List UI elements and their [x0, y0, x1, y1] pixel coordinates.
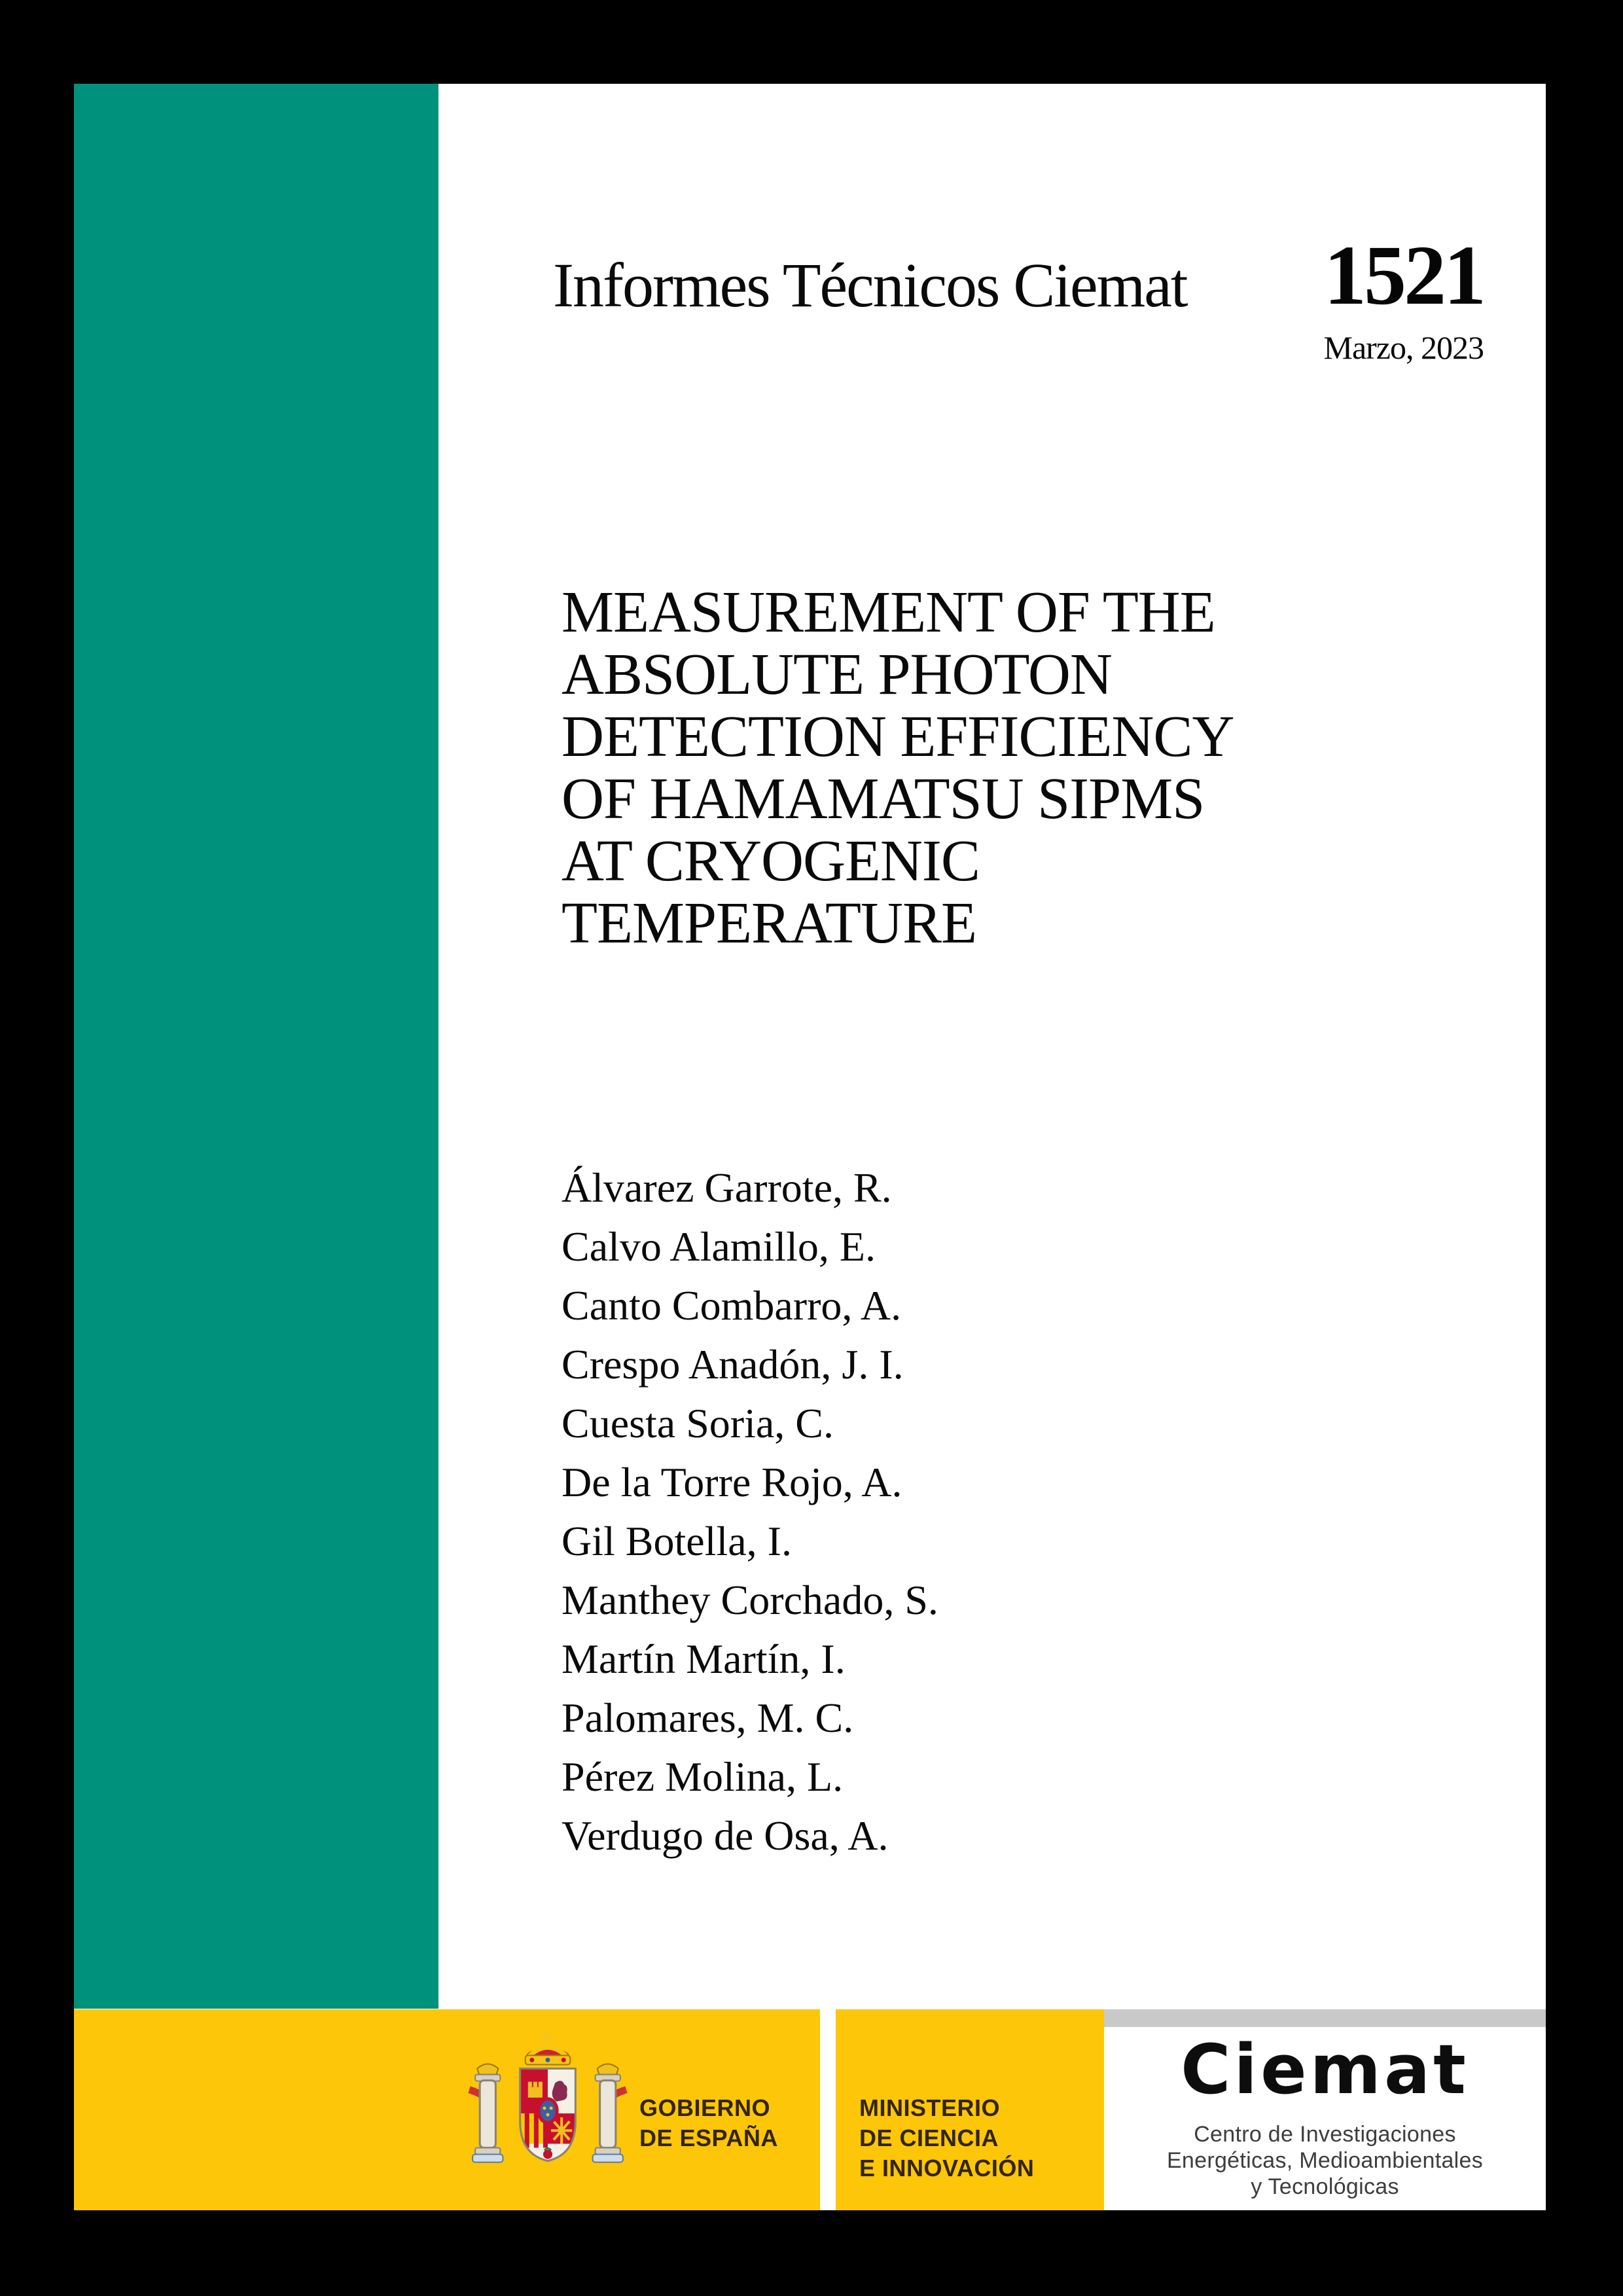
ciemat-subtitle-line: Centro de Investigaciones: [1194, 2122, 1456, 2147]
report-date: Marzo, 2023: [1323, 329, 1484, 366]
ciemat-wordmark: Ciemat: [1181, 2030, 1469, 2109]
author-name: Calvo Alamillo, E.: [562, 1223, 876, 1270]
report-number-block: [1323, 228, 1484, 367]
ciemat-subtitle-line: Energéticas, Medioambientales: [1166, 2148, 1484, 2174]
author-name: Pérez Molina, L.: [562, 1753, 844, 1800]
author-name: Gil Botella, I.: [562, 1518, 792, 1564]
ciemat-subtitle-line: y Tecnológicas: [1251, 2174, 1399, 2200]
author-list: [562, 1158, 938, 1865]
report-title-line: AT CRYOGENIC: [562, 829, 980, 893]
report-number: 1521: [1324, 228, 1484, 323]
ministry-line: MINISTERIO: [859, 2094, 1001, 2121]
report-title-line: DETECTION EFFICIENCY: [562, 704, 1234, 769]
footer-band: [74, 2009, 1104, 2210]
author-name: Palomares, M. C.: [562, 1695, 854, 1741]
ciemat-subtitle: [1104, 2121, 1546, 2200]
government-logo-text: [639, 2093, 778, 2153]
report-title-line: MEASUREMENT OF THE: [562, 580, 1215, 645]
teal-sidebar: [74, 84, 438, 2009]
government-line: GOBIERNO: [639, 2094, 771, 2121]
ministry-logo-text: [859, 2093, 1034, 2183]
spain-coat-of-arms-icon: [465, 2026, 630, 2193]
author-name: Verdugo de Osa, A.: [562, 1812, 889, 1859]
ciemat-logo-block: [1104, 2027, 1546, 2210]
author-name: Cuesta Soria, C.: [562, 1400, 834, 1446]
grey-strip: [1104, 2009, 1546, 2027]
author-name: Crespo Anadón, J. I.: [562, 1341, 904, 1388]
footer-divider: [820, 2009, 836, 2210]
ministry-line: E INNOVACIÓN: [859, 2155, 1035, 2181]
report-title-line: OF HAMAMATSU SIPMS: [562, 766, 1205, 831]
report-title: [562, 581, 1234, 954]
report-title-line: ABSOLUTE PHOTON: [562, 642, 1112, 707]
author-name: Álvarez Garrote, R.: [562, 1164, 892, 1211]
ministry-line: DE CIENCIA: [859, 2125, 999, 2151]
author-name: Manthey Corchado, S.: [562, 1577, 938, 1623]
series-title: Informes Técnicos Ciemat: [553, 250, 1187, 320]
government-line: DE ESPAÑA: [639, 2125, 778, 2151]
author-name: Canto Combarro, A.: [562, 1282, 902, 1329]
author-name: De la Torre Rojo, A.: [562, 1459, 902, 1505]
author-name: Martín Martín, I.: [562, 1636, 846, 1682]
report-title-line: TEMPERATURE: [562, 891, 977, 956]
report-cover-page: [74, 84, 1546, 2210]
